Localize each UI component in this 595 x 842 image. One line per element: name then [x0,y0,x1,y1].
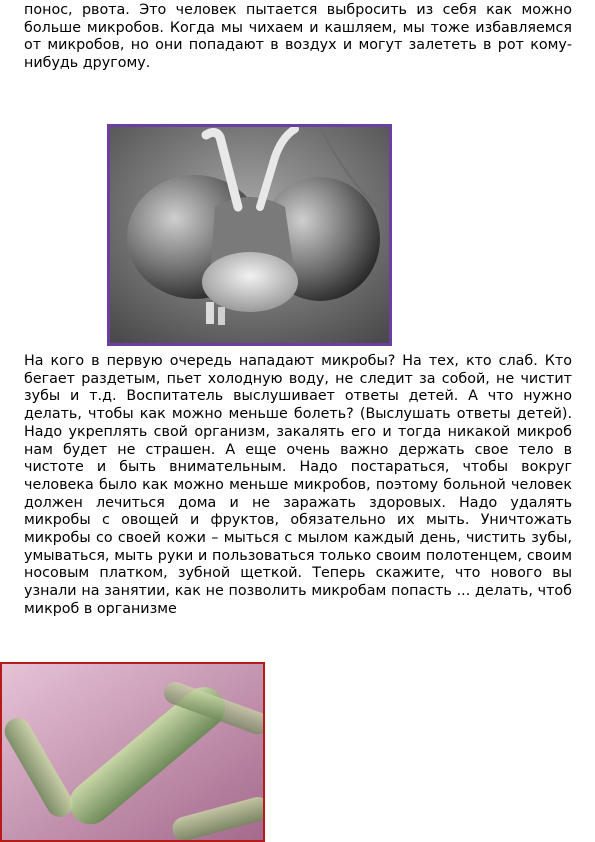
bacteria-photo [0,662,265,842]
fly-head-micrograph-icon [110,127,389,343]
paragraph-2: На кого в первую очередь нападают микробы? На тех, кто слаб. Кто бегает раздетым, пьет холодную воду, не следит за собой, не чистит зубы и т.д. Воспитатель выслушивает ответы детей. А что нужно делать, чтобы как можно меньше болеть? (Выслушать ответы детей). Надо укреплять свой организм, закалять его и тогда никакой микроб нам будет не страшен. А еще очень важно держать свое тело в чистоте и быть внимательным. Надо постараться, чтобы вокруг человека было как можно меньше микробов, поэтому больной человек должен лечиться дома и не заражать здоровых. Надо удалять микробы с овощей и фруктов, обязательно их мыть. Уничтожать микробы со своей кожи – мыться с мылом каждый день, чистить зубы, умываться, мыть руки и пользоваться только своим полотенцем, своим носовым платком, зубной щеткой. Теперь скажите, что нового вы узнали на занятии, как не позволить микробам попасть ... делать, чтоб микроб в организме [24,353,572,617]
insect-photo [107,124,392,346]
paragraph-1: понос, рвота. Это человек пытается выбросить из себя как можно больше микробов. Когда мы чихаем и кашляем, мы тоже избавляемся от микробов, но они попадают в воздух и могут залететь в рот кому-нибудь другому. [24,2,572,72]
bacteria-micrograph-icon [2,664,263,840]
